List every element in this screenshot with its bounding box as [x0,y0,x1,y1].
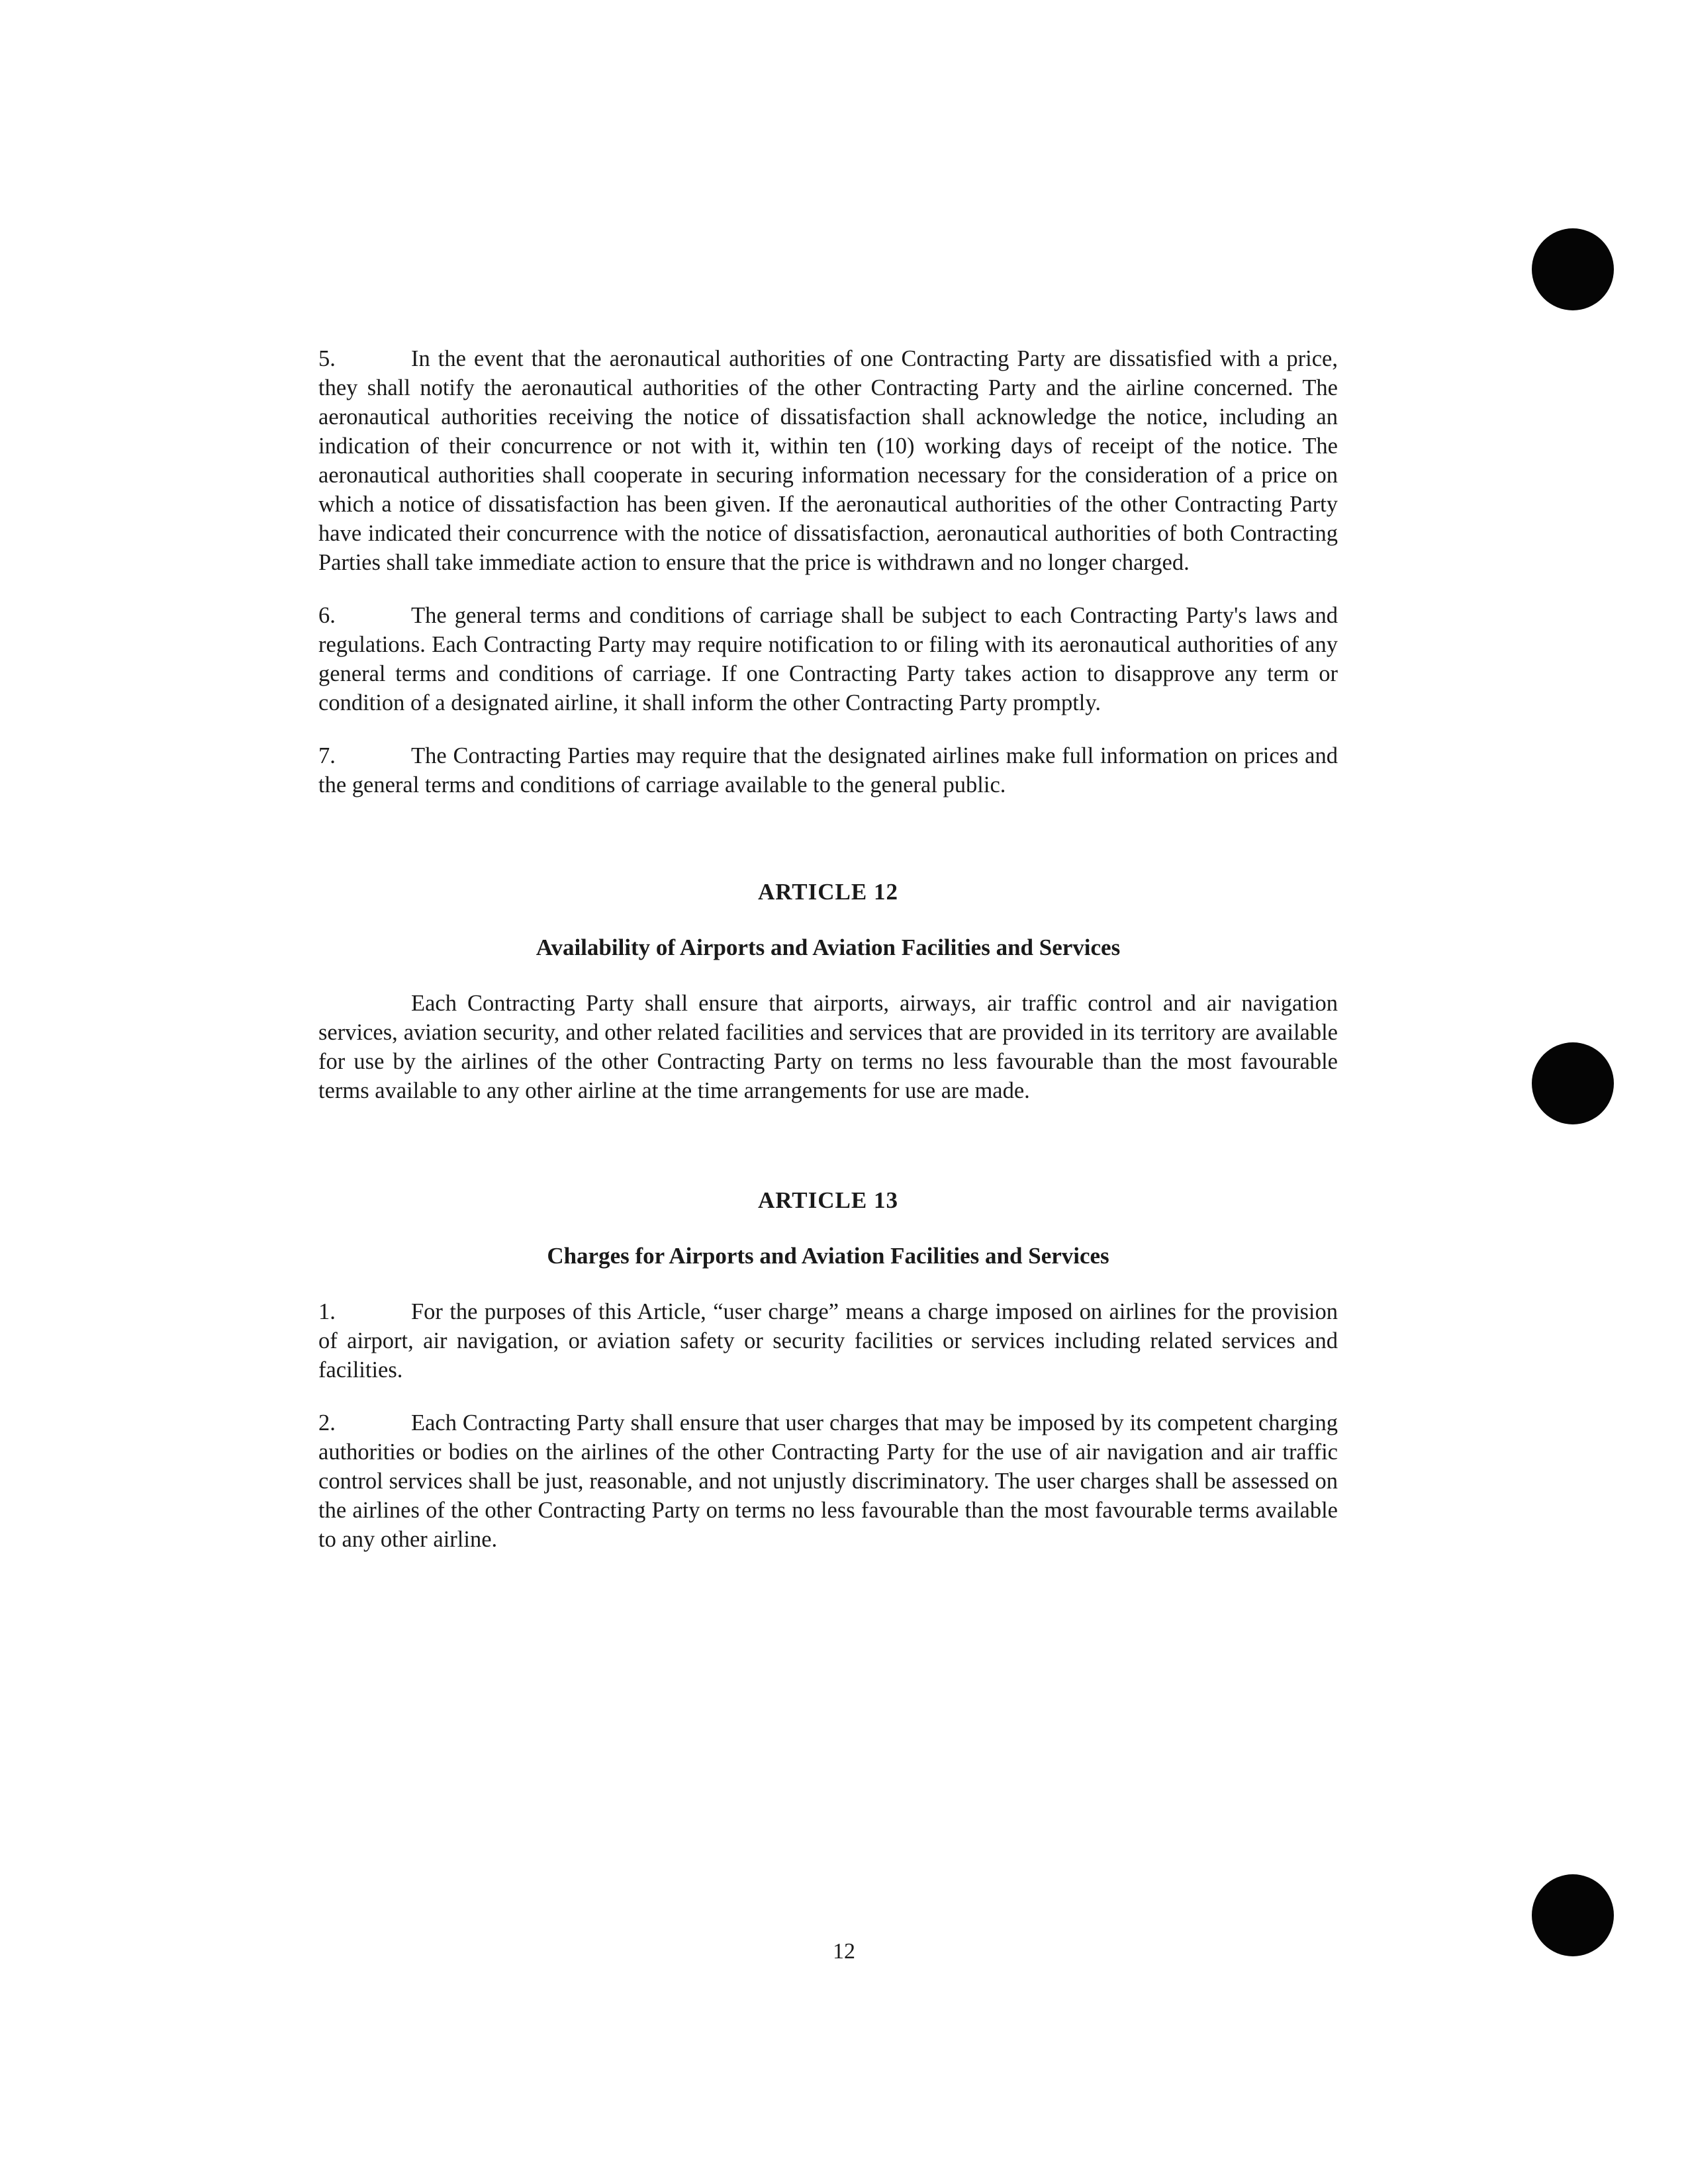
paragraph-number: 5. [318,346,336,371]
paragraph-text: For the purposes of this Article, “user charge” means a charge imposed on airlines for the provision of airport, air navigation, or aviation safety or security facilities or services including related services and facilities. [318,1299,1338,1383]
paragraph-7 [318,741,1338,799]
paragraph-text: In the event that the aeronautical authorities of one Contracting Party are dissatisfied with a price, they shall notify the aeronautical authorities of the other Contracting Party and the airline concerned. The aeronautical authorities receiving the notice of dissatisfaction shall acknowledge the notice, including an indication of their concurrence or not with it, within ten (10) working days of receipt of the notice. The aeronautical authorities shall cooperate in securing information necessary for the consideration of a price on which a notice of dissatisfaction has been given. If the aeronautical authorities of the other Contracting Party have indicated their concurrence with the notice of dissatisfaction, aeronautical authorities of both Contracting Parties shall take immediate action to ensure that the price is withdrawn and no longer charged. [318,346,1338,575]
article-13-title: Charges for Airports and Aviation Facilities and Services [547,1243,1109,1269]
paragraph-number: 2. [318,1410,336,1435]
article-12-heading: ARTICLE 12 [757,879,898,905]
paragraph-number: 6. [318,603,336,628]
paragraph-5 [318,344,1338,577]
article-13-paragraph-2 [318,1408,1338,1554]
page-number: 12 [833,1939,855,1964]
paragraph-text: The general terms and conditions of carriage shall be subject to each Contracting Party's laws and regulations. Each Contracting Party may require notification to or filing with its aeronautical authorities of any general terms and conditions of carriage. If one Contracting Party takes action to disapprove any term or condition of a designated airline, it shall inform the other Contracting Party promptly. [318,603,1338,715]
article-12-body: Each Contracting Party shall ensure that airports, airways, air traffic control and air navigation services, aviation security, and other related facilities and services that are provided in its territory are available for use by the airlines of the other Contracting Party on terms no less favourable than the most favourable terms available to any other airline at the time arrangements for use are made. [318,991,1338,1103]
page-content [318,344,1338,1578]
punch-hole-top [1532,228,1614,310]
paragraph-number: 7. [318,743,336,768]
paragraph-6 [318,601,1338,717]
paragraph-text: The Contracting Parties may require that the designated airlines make full information on prices and the general terms and conditions of carriage available to the general public. [318,743,1338,797]
article-13-paragraph-1 [318,1297,1338,1385]
paragraph-number: 1. [318,1299,336,1324]
article-12-title: Availability of Airports and Aviation Facilities and Services [536,934,1121,960]
paragraph-text: Each Contracting Party shall ensure that user charges that may be imposed by its competent charging authorities or bodies on the airlines of the other Contracting Party for the use of air navigation and air traffic control services shall be just, reasonable, and not unjustly discriminatory. The user charges shall be assessed on the airlines of the other Contracting Party on terms no less favourable than the most favourable terms available to any other airline. [318,1410,1338,1552]
punch-hole-middle [1532,1042,1614,1124]
article-13-heading: ARTICLE 13 [757,1187,898,1213]
